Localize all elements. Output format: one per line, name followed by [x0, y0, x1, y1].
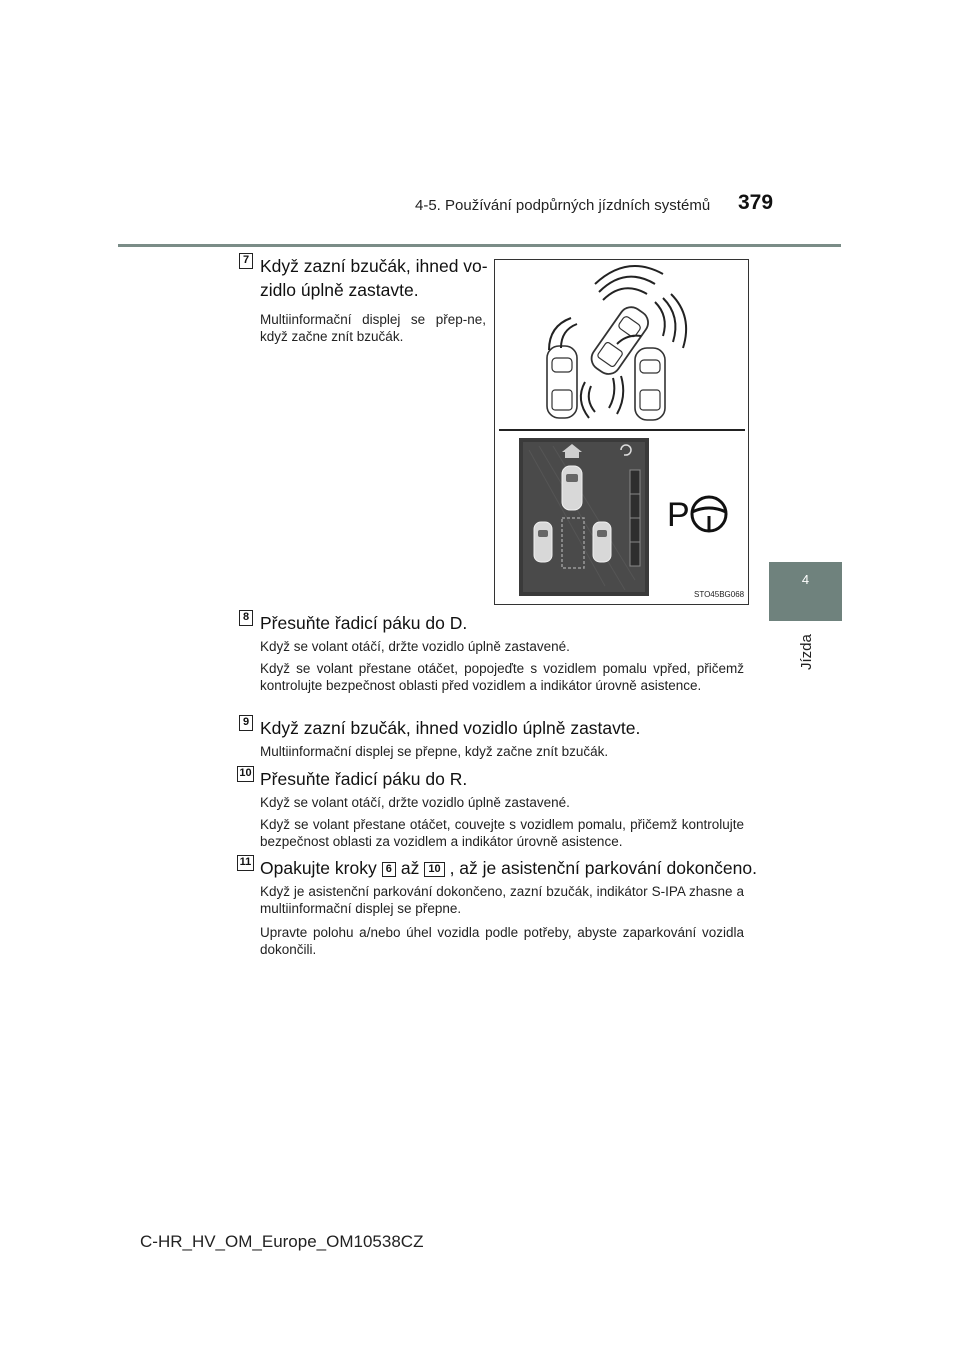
chapter-label: Jízda	[798, 634, 815, 670]
section-title: 4-5. Používání podpůrných jízdních systémů	[415, 197, 711, 214]
chapter-tab	[769, 562, 842, 621]
step-note: Když se volant přestane otáčet, popojeďte s vozidlem pomalu vpřed, přičemž kontrolujte bezpečnost oblasti před vozidlem a indikátor úrovně asistence.	[260, 661, 744, 693]
parking-illustration	[495, 260, 748, 604]
step-note: Když je asistenční parkování dokončeno, zazní bzučák, indikátor S-IPA zhasne a multiinformační displej se přepne.	[260, 884, 744, 916]
step-note: Upravte polohu a/nebo úhel vozidla podle potřeby, abyste zaparkování vozidla dokončili.	[260, 925, 744, 957]
image-code: STO45BG068	[694, 590, 745, 599]
step-reference-badge: 6	[382, 862, 396, 877]
step-heading: Když zazní bzučák, ihned vozidlo úplně zastavte.	[260, 718, 641, 738]
car-top-view-icon	[635, 348, 665, 420]
step-reference-badge: 10	[424, 862, 444, 877]
car-top-view-icon	[534, 522, 552, 562]
step-heading: zidlo úplně zastavte.	[260, 280, 419, 300]
parking-assist-figure	[494, 259, 749, 605]
multi-information-display	[519, 438, 649, 596]
page-number: 379	[738, 191, 774, 214]
step-heading	[260, 857, 757, 879]
step-number-badge: 10	[237, 766, 254, 782]
step-note: Multiinformační displej se přepne, když začne znít bzučák.	[260, 744, 609, 759]
step-note: Multiinformační displej se přep-ne, když začne znít bzučák.	[260, 312, 486, 344]
car-top-view-icon	[593, 522, 611, 562]
step-heading-text: až	[400, 858, 420, 878]
display-symbol: P	[667, 496, 690, 534]
header-divider	[118, 244, 841, 247]
car-top-view-icon	[562, 466, 582, 510]
step-note: Když se volant otáčí, držte vozidlo úplně zastavené.	[260, 795, 570, 810]
document-code: C-HR_HV_OM_Europe_OM10538CZ	[140, 1232, 424, 1251]
step-heading-text: Opakujte kroky	[260, 858, 377, 878]
step-heading: Přesuňte řadicí páku do R.	[260, 769, 468, 789]
step-heading: Přesuňte řadicí páku do D.	[260, 613, 468, 633]
step-number-badge: 8	[239, 610, 253, 626]
step-number-badge: 11	[237, 855, 254, 871]
step-note: Když se volant otáčí, držte vozidlo úplně zastavené.	[260, 639, 570, 654]
step-heading: Když zazní bzučák, ihned vo-	[260, 256, 488, 276]
car-top-view-icon	[547, 346, 577, 418]
steering-wheel-icon	[692, 497, 726, 531]
step-number-badge: 7	[239, 253, 253, 269]
step-heading-text: , až je asistenční parkování dokončeno.	[449, 858, 757, 878]
step-number-badge: 9	[239, 715, 253, 731]
step-note: Když se volant přestane otáčet, couvejte s vozidlem pomalu, přičemž kontrolujte bezpečnost oblasti za vozidlem a indikátor úrovně asistence.	[260, 817, 744, 849]
chapter-number: 4	[801, 572, 810, 587]
